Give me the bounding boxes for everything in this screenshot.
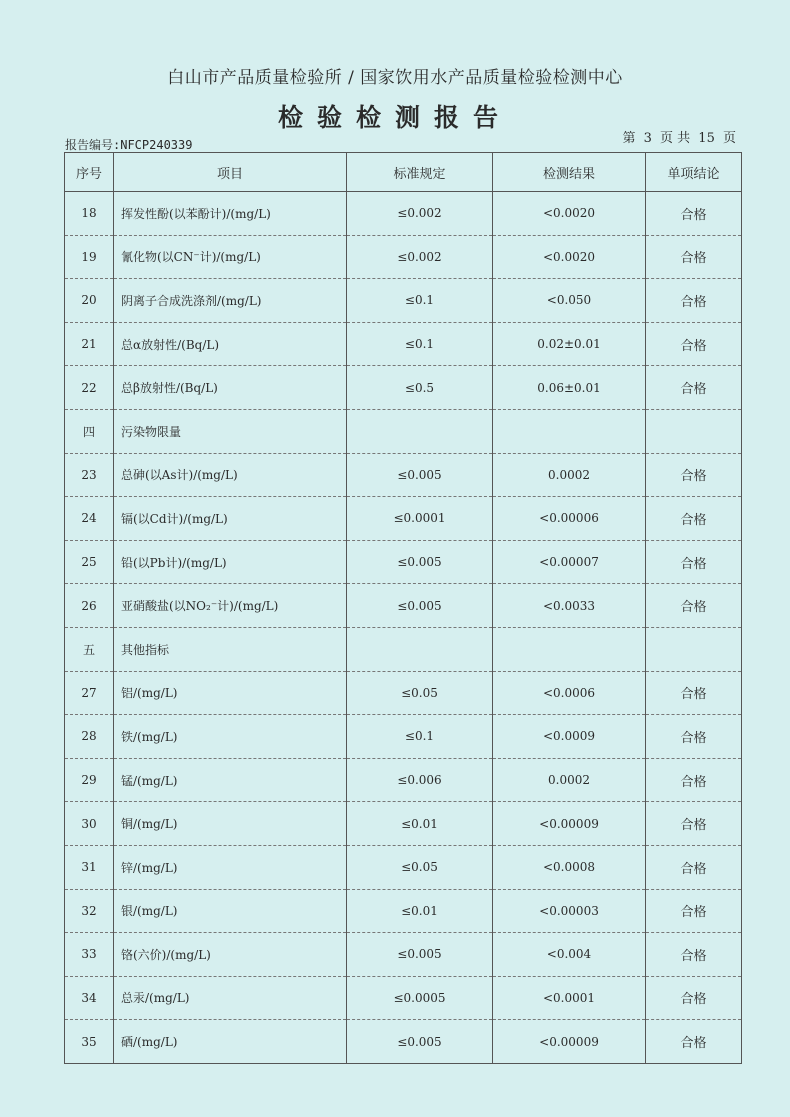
table-row [65,1020,742,1064]
cell-item: 铜/(mg/L) [114,802,347,846]
cell-standard: ≤0.1 [347,279,493,323]
table-row [65,497,742,541]
cell-no: 31 [65,845,114,889]
cell-no: 25 [65,540,114,584]
cell-result: 0.0002 [493,453,646,497]
cell-standard: ≤0.005 [347,540,493,584]
cell-item: 污染物限量 [114,409,347,453]
table-row [65,976,742,1020]
cell-conclusion: 合格 [646,758,742,802]
cell-standard [347,627,493,671]
cell-result: 0.06±0.01 [493,366,646,410]
cell-item: 锌/(mg/L) [114,845,347,889]
cell-standard: ≤0.002 [347,192,493,236]
page-prefix: 第 [622,131,636,146]
cell-standard: ≤0.05 [347,845,493,889]
cell-result: <0.004 [493,933,646,977]
cell-no: 24 [65,497,114,541]
cell-result: <0.00003 [493,889,646,933]
table-row [65,235,742,279]
table-row [65,322,742,366]
cell-conclusion: 合格 [646,540,742,584]
report-number-label: 报告编号: [65,138,121,152]
cell-item: 铁/(mg/L) [114,715,347,759]
cell-standard [347,409,493,453]
cell-no: 四 [65,409,114,453]
table-row [65,453,742,497]
cell-item: 阴离子合成洗涤剂/(mg/L) [114,279,347,323]
table-row [65,889,742,933]
cell-no: 29 [65,758,114,802]
cell-item: 总汞/(mg/L) [114,976,347,1020]
cell-result: <0.00009 [493,1020,646,1064]
page-middle: 页 共 [660,131,691,146]
cell-item: 硒/(mg/L) [114,1020,347,1064]
cell-standard: ≤0.01 [347,889,493,933]
column-header-item: 项目 [114,153,347,192]
cell-no: 30 [65,802,114,846]
page-current: 3 [643,131,652,146]
cell-result: <0.0008 [493,845,646,889]
cell-item: 氰化物(以CN⁻计)/(mg/L) [114,235,347,279]
cell-conclusion: 合格 [646,235,742,279]
cell-item: 总砷(以As计)/(mg/L) [114,453,347,497]
cell-item: 其他指标 [114,627,347,671]
cell-conclusion: 合格 [646,671,742,715]
cell-item: 亚硝酸盐(以NO₂⁻计)/(mg/L) [114,584,347,628]
cell-standard: ≤0.5 [347,366,493,410]
cell-conclusion: 合格 [646,279,742,323]
cell-conclusion: 合格 [646,802,742,846]
cell-result: <0.0009 [493,715,646,759]
cell-result: <0.0020 [493,235,646,279]
cell-item: 总α放射性/(Bq/L) [114,322,347,366]
cell-no: 33 [65,933,114,977]
report-number [65,136,192,153]
table-row [65,845,742,889]
report-number-value: NFCP240339 [120,138,193,152]
cell-result: <0.00006 [493,497,646,541]
table-row [65,933,742,977]
page-total: 15 [698,131,715,146]
cell-result: <0.0033 [493,584,646,628]
results-table [64,152,742,1064]
table-row [65,584,742,628]
cell-result: 0.02±0.01 [493,322,646,366]
cell-conclusion: 合格 [646,453,742,497]
page-suffix: 页 [722,131,736,146]
cell-conclusion: 合格 [646,976,742,1020]
table-row [65,715,742,759]
column-header-standard: 标准规定 [347,153,493,192]
cell-item: 铝/(mg/L) [114,671,347,715]
cell-conclusion: 合格 [646,497,742,541]
cell-standard: ≤0.006 [347,758,493,802]
table-row [65,279,742,323]
cell-standard: ≤0.005 [347,453,493,497]
cell-result: <0.0020 [493,192,646,236]
cell-standard: ≤0.002 [347,235,493,279]
cell-no: 22 [65,366,114,410]
cell-result: <0.0006 [493,671,646,715]
cell-standard: ≤0.1 [347,322,493,366]
cell-no: 五 [65,627,114,671]
cell-no: 18 [65,192,114,236]
column-header-no: 序号 [65,153,114,192]
cell-no: 28 [65,715,114,759]
cell-conclusion: 合格 [646,322,742,366]
cell-no: 32 [65,889,114,933]
table-row [65,192,742,236]
cell-conclusion: 合格 [646,1020,742,1064]
table-row [65,627,742,671]
cell-conclusion: 合格 [646,192,742,236]
cell-item: 挥发性酚(以苯酚计)/(mg/L) [114,192,347,236]
cell-no: 27 [65,671,114,715]
institute-name: 白山市产品质量检验所 / 国家饮用水产品质量检验检测中心 [167,68,623,88]
cell-no: 20 [65,279,114,323]
cell-standard: ≤0.005 [347,584,493,628]
cell-item: 锰/(mg/L) [114,758,347,802]
column-header-conclusion: 单项结论 [646,153,742,192]
cell-result: <0.0001 [493,976,646,1020]
cell-conclusion: 合格 [646,889,742,933]
cell-no: 19 [65,235,114,279]
cell-standard: ≤0.0001 [347,497,493,541]
cell-standard: ≤0.0005 [347,976,493,1020]
cell-conclusion: 合格 [646,933,742,977]
cell-standard: ≤0.05 [347,671,493,715]
cell-result: <0.050 [493,279,646,323]
cell-item: 银/(mg/L) [114,889,347,933]
report-title: 检验检测报告 [277,103,512,132]
cell-standard: ≤0.01 [347,802,493,846]
cell-item: 铅(以Pb计)/(mg/L) [114,540,347,584]
page-indicator [620,127,738,146]
cell-item: 镉(以Cd计)/(mg/L) [114,497,347,541]
table-row [65,366,742,410]
cell-conclusion: 合格 [646,366,742,410]
cell-standard: ≤0.1 [347,715,493,759]
cell-no: 23 [65,453,114,497]
cell-result: <0.00009 [493,802,646,846]
cell-conclusion [646,409,742,453]
table-row [65,671,742,715]
cell-standard: ≤0.005 [347,933,493,977]
cell-no: 35 [65,1020,114,1064]
table-header-row [65,153,742,192]
cell-conclusion: 合格 [646,845,742,889]
column-header-result: 检测结果 [493,153,646,192]
table-row [65,802,742,846]
cell-conclusion [646,627,742,671]
cell-no: 21 [65,322,114,366]
cell-result: 0.0002 [493,758,646,802]
cell-result: <0.00007 [493,540,646,584]
cell-no: 26 [65,584,114,628]
cell-no: 34 [65,976,114,1020]
cell-result [493,627,646,671]
cell-item: 铬(六价)/(mg/L) [114,933,347,977]
cell-item: 总β放射性/(Bq/L) [114,366,347,410]
table-row [65,409,742,453]
cell-result [493,409,646,453]
cell-conclusion: 合格 [646,715,742,759]
cell-standard: ≤0.005 [347,1020,493,1064]
table-row [65,540,742,584]
table-row [65,758,742,802]
cell-conclusion: 合格 [646,584,742,628]
